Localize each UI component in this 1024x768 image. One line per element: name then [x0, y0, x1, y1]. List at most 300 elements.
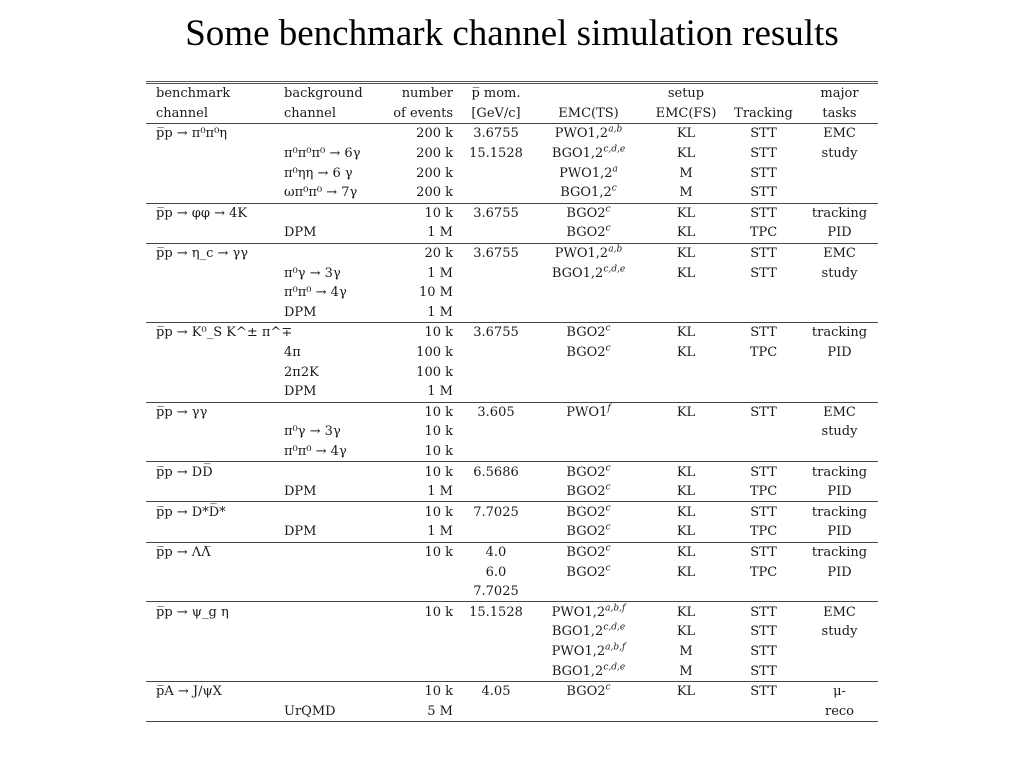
tracking-cell: STT — [750, 663, 777, 679]
background-channel-cell — [276, 681, 386, 701]
emc-ts-cell — [531, 422, 646, 442]
table-row — [146, 442, 878, 462]
events-cell: 100 k — [416, 364, 453, 380]
emc-ts-cell: PWO1$^f$ — [531, 402, 646, 422]
emc-ts-cell: BGO2$^c$ — [566, 343, 611, 361]
emc-ts-cell: PWO1,2$^{a,b,f}$ — [551, 642, 626, 659]
benchmark-channel-cell: p̅p → ΛΛ̅ — [146, 542, 276, 562]
events-cell: 1 M — [427, 225, 453, 241]
tasks-cell: PID — [827, 345, 852, 361]
table-row — [146, 203, 878, 223]
footnote-superscript: c — [605, 482, 611, 493]
table-row-group — [146, 203, 878, 243]
momentum-cell: 4.0 — [461, 542, 531, 562]
emc-ts-cell: BGO2$^c$ — [566, 523, 611, 540]
footnote-superscript: f — [607, 403, 611, 414]
table-row — [146, 462, 878, 482]
table-row — [146, 562, 878, 582]
momentum-cell — [461, 163, 531, 183]
background-channel-cell: 2π2K — [284, 364, 319, 380]
table-row-group — [146, 402, 878, 462]
tracking-cell: TPC — [749, 524, 778, 540]
emc-fs-cell: KL — [646, 542, 726, 562]
footnote-superscript: c — [605, 324, 611, 335]
momentum-cell — [461, 422, 531, 442]
header-cell: EMC(TS) — [558, 105, 619, 121]
header-cell: Tracking — [734, 105, 793, 121]
tasks-cell — [801, 442, 878, 462]
table-row-group — [146, 542, 878, 602]
benchmark-channel-cell — [146, 442, 276, 462]
table-row-group — [146, 323, 878, 402]
footnote-superscript: c,d,e — [603, 662, 626, 673]
emc-ts-cell: BGO2$^c$ — [531, 203, 646, 223]
momentum-cell: 3.6755 — [461, 323, 531, 343]
emc-fs-cell: KL — [676, 265, 696, 281]
momentum-cell — [461, 283, 531, 303]
benchmark-channel-cell — [146, 223, 276, 243]
background-channel-cell — [276, 124, 386, 144]
background-channel-cell — [276, 562, 386, 582]
footnote-superscript: c,d,e — [603, 144, 626, 155]
table-row-group — [146, 243, 878, 322]
table-row — [146, 482, 878, 502]
emc-ts-cell: BGO2$^c$ — [566, 563, 611, 580]
momentum-cell — [461, 382, 531, 402]
benchmark-channel-cell — [146, 362, 276, 382]
emc-ts-cell — [531, 382, 646, 402]
emc-fs-cell: M — [679, 185, 693, 201]
emc-fs-cell: M — [679, 663, 693, 679]
events-cell: 10 k — [386, 542, 461, 562]
background-channel-cell — [276, 203, 386, 223]
emc-ts-cell: BGO2$^c$ — [531, 323, 646, 343]
emc-fs-cell: KL — [646, 602, 726, 622]
tasks-cell: PID — [827, 564, 852, 580]
table-row — [146, 382, 878, 402]
tasks-cell — [801, 382, 878, 402]
tracking-cell: STT — [726, 502, 801, 522]
benchmark-channel-cell — [146, 303, 276, 323]
tracking-cell: STT — [750, 624, 777, 640]
tracking-cell: STT — [750, 643, 777, 659]
events-cell — [386, 642, 461, 662]
header-cell: p̅ mom. — [461, 83, 531, 104]
emc-ts-cell — [531, 283, 646, 303]
background-channel-cell — [276, 602, 386, 622]
events-cell: 1 M — [427, 265, 453, 281]
footnote-superscript: c,d,e — [603, 264, 626, 275]
footnote-superscript: c — [605, 523, 611, 534]
table-row — [146, 303, 878, 323]
background-channel-cell: π⁰γ → 3γ — [284, 265, 341, 281]
events-cell: 10 k — [424, 424, 453, 440]
events-cell: 1 M — [427, 384, 453, 400]
emc-ts-cell: BGO1,2$^{c,d,e}$ — [551, 144, 626, 162]
background-channel-cell — [276, 323, 386, 343]
events-cell: 10 k — [386, 402, 461, 422]
benchmark-channel-cell — [146, 522, 276, 542]
background-channel-cell: UrQMD — [276, 701, 386, 721]
benchmark-channel-cell: p̅p → γγ — [146, 402, 276, 422]
events-cell: 10 k — [386, 502, 461, 522]
tasks-cell — [801, 163, 878, 183]
events-cell: 1 M — [427, 484, 453, 500]
tracking-cell: STT — [726, 203, 801, 223]
momentum-cell — [461, 362, 531, 382]
background-channel-cell — [276, 502, 386, 522]
emc-fs-cell: M — [679, 165, 693, 181]
events-cell: 10 k — [386, 462, 461, 482]
background-channel-cell: π⁰γ → 3γ — [284, 424, 341, 440]
table-row — [146, 144, 878, 164]
background-channel-cell — [276, 243, 386, 263]
tracking-cell: STT — [726, 243, 801, 263]
header-row-1 — [146, 83, 878, 104]
tasks-cell — [801, 362, 878, 382]
footnote-superscript: c — [605, 682, 611, 693]
header-cell: of events — [393, 105, 453, 121]
events-cell: 200 k — [416, 165, 453, 181]
benchmark-channel-cell: p̅p → DD̅ — [146, 462, 276, 482]
benchmark-channel-cell — [146, 482, 276, 502]
benchmark-channel-cell: p̅p → η_c → γγ — [146, 243, 276, 263]
tasks-cell: EMC — [801, 243, 878, 263]
momentum-cell — [461, 183, 531, 203]
tasks-cell: tracking — [801, 542, 878, 562]
events-cell: 10 k — [386, 203, 461, 223]
emc-ts-cell: BGO1,2$^{c,d,e}$ — [551, 662, 626, 679]
benchmark-channel-cell — [146, 562, 276, 582]
benchmark-channel-cell: p̅p → K⁰_S K^± π^∓ — [146, 323, 276, 343]
emc-ts-cell: BGO2$^c$ — [566, 224, 611, 241]
table-row — [146, 661, 878, 681]
emc-fs-cell — [646, 362, 726, 382]
footnote-superscript: c — [605, 563, 611, 574]
events-cell — [386, 562, 461, 582]
header-cell: channel — [156, 105, 208, 121]
tracking-cell: STT — [750, 146, 777, 162]
table-row-group — [146, 124, 878, 203]
momentum-cell — [461, 661, 531, 681]
benchmark-channel-cell: p̅p → ψ_g η — [146, 602, 276, 622]
background-channel-cell: DPM — [284, 304, 317, 320]
background-channel-cell — [276, 402, 386, 422]
tracking-cell: STT — [750, 185, 777, 201]
background-channel-cell: DPM — [284, 524, 317, 540]
footnote-superscript: c — [605, 224, 611, 235]
tracking-cell — [726, 362, 801, 382]
events-cell: 10 k — [386, 602, 461, 622]
emc-fs-cell: KL — [676, 624, 696, 640]
tasks-cell: reco — [801, 701, 878, 721]
momentum-cell: 6.0 — [485, 564, 507, 580]
table-row — [146, 183, 878, 203]
emc-ts-cell — [531, 442, 646, 462]
tasks-cell: EMC — [801, 124, 878, 144]
tracking-cell — [726, 422, 801, 442]
header-cell: EMC(FS) — [655, 105, 717, 121]
tasks-cell: EMC — [801, 602, 878, 622]
benchmark-channel-cell — [146, 422, 276, 442]
footnote-superscript: a,b,f — [605, 603, 626, 614]
tasks-cell: study — [821, 624, 858, 640]
table-row-group — [146, 681, 878, 721]
emc-fs-cell: KL — [676, 225, 696, 241]
events-cell: 10 k — [386, 681, 461, 701]
benchmark-channel-cell — [146, 183, 276, 203]
header-cell: tasks — [822, 105, 857, 121]
background-channel-cell: π⁰ηη → 6 γ — [284, 165, 353, 181]
tracking-cell — [726, 303, 801, 323]
background-channel-cell — [276, 622, 386, 642]
events-cell: 100 k — [416, 345, 453, 361]
tasks-cell: study — [821, 146, 858, 162]
slide-title: Some benchmark channel simulation results — [185, 13, 839, 54]
table-row-group — [146, 462, 878, 502]
events-cell: 1 M — [427, 524, 453, 540]
table-row-group — [146, 602, 878, 681]
momentum-cell: 7.7025 — [461, 502, 531, 522]
header-cell: number — [386, 83, 461, 104]
momentum-cell: 4.05 — [461, 681, 531, 701]
header-cell: setup — [646, 83, 726, 104]
benchmark-channel-cell — [146, 163, 276, 183]
emc-ts-cell: PWO1,2$^{a,b,f}$ — [531, 602, 646, 622]
emc-fs-cell: KL — [646, 124, 726, 144]
emc-ts-cell: BGO1,2$^{c,d,e}$ — [551, 264, 626, 281]
tracking-cell: STT — [726, 681, 801, 701]
events-cell: 1 M — [427, 304, 453, 320]
emc-fs-cell: M — [679, 643, 693, 659]
background-channel-cell — [276, 582, 386, 602]
emc-ts-cell — [531, 701, 646, 721]
tasks-cell: PID — [827, 225, 852, 241]
events-cell: 5 M — [386, 701, 461, 721]
tasks-cell — [801, 303, 878, 323]
background-channel-cell: π⁰π⁰π⁰ → 6γ — [284, 146, 361, 162]
momentum-cell — [461, 223, 531, 243]
tasks-cell: tracking — [801, 203, 878, 223]
emc-fs-cell — [646, 382, 726, 402]
background-channel-cell — [276, 462, 386, 482]
benchmark-table-container — [146, 81, 878, 722]
momentum-cell — [461, 701, 531, 721]
table-row — [146, 522, 878, 542]
table-row — [146, 343, 878, 363]
table-row — [146, 701, 878, 721]
emc-fs-cell — [646, 701, 726, 721]
background-channel-cell: DPM — [284, 384, 317, 400]
table-row — [146, 602, 878, 622]
tracking-cell: TPC — [749, 345, 778, 361]
emc-fs-cell — [646, 582, 726, 602]
benchmark-channel-cell: p̅A → J/ψX — [146, 681, 276, 701]
emc-fs-cell: KL — [676, 146, 696, 162]
momentum-cell — [461, 303, 531, 323]
tracking-cell — [726, 701, 801, 721]
benchmark-channel-cell: p̅p → π⁰π⁰η — [146, 124, 276, 144]
tasks-cell: tracking — [801, 462, 878, 482]
tasks-cell — [801, 642, 878, 662]
tasks-cell: study — [821, 265, 858, 281]
tracking-cell: STT — [726, 323, 801, 343]
momentum-cell — [461, 482, 531, 502]
emc-ts-cell — [531, 582, 646, 602]
header-cell: benchmark — [146, 83, 276, 104]
emc-ts-cell: PWO1,2$^{a,b}$ — [531, 243, 646, 263]
table-row — [146, 323, 878, 343]
background-channel-cell — [276, 642, 386, 662]
tasks-cell — [801, 283, 878, 303]
emc-ts-cell: BGO2$^c$ — [566, 482, 611, 500]
emc-ts-cell: BGO2$^c$ — [531, 462, 646, 482]
benchmark-channel-cell — [146, 382, 276, 402]
tracking-cell — [726, 382, 801, 402]
momentum-cell: 3.6755 — [461, 243, 531, 263]
table-header — [146, 83, 878, 124]
background-channel-cell: π⁰π⁰ → 4γ — [284, 443, 347, 459]
momentum-cell — [461, 642, 531, 662]
footnote-superscript: c — [605, 463, 611, 474]
background-channel-cell: DPM — [284, 225, 317, 241]
benchmark-channel-cell — [146, 642, 276, 662]
background-channel-cell: π⁰π⁰ → 4γ — [284, 285, 347, 301]
emc-fs-cell: KL — [646, 502, 726, 522]
table-row — [146, 681, 878, 701]
tasks-cell — [801, 183, 878, 203]
tracking-cell: STT — [750, 165, 777, 181]
tasks-cell: μ- — [801, 681, 878, 701]
momentum-cell: 3.6755 — [461, 203, 531, 223]
background-channel-cell: ωπ⁰π⁰ → 7γ — [284, 185, 358, 201]
footnote-superscript: c — [605, 204, 611, 215]
tracking-cell: STT — [750, 265, 777, 281]
benchmark-channel-cell — [146, 343, 276, 363]
benchmark-channel-cell — [146, 263, 276, 283]
benchmark-channel-cell — [146, 283, 276, 303]
momentum-cell: 7.7025 — [473, 584, 519, 600]
emc-fs-cell — [646, 303, 726, 323]
emc-fs-cell: KL — [676, 524, 696, 540]
benchmark-channel-cell — [146, 144, 276, 164]
emc-fs-cell: KL — [646, 462, 726, 482]
benchmark-channel-cell: p̅p → φφ → 4K — [146, 203, 276, 223]
tracking-cell — [726, 442, 801, 462]
tasks-cell: study — [821, 424, 858, 440]
momentum-cell — [461, 442, 531, 462]
tasks-cell — [801, 582, 878, 602]
emc-fs-cell: KL — [646, 681, 726, 701]
emc-fs-cell: KL — [646, 323, 726, 343]
tracking-cell: TPC — [749, 564, 778, 580]
header-cell: [GeV/c] — [471, 105, 521, 121]
momentum-cell — [461, 263, 531, 283]
background-channel-cell — [276, 661, 386, 681]
emc-ts-cell — [531, 303, 646, 323]
table-row — [146, 542, 878, 562]
benchmark-channel-cell — [146, 701, 276, 721]
tasks-cell: tracking — [801, 323, 878, 343]
emc-fs-cell — [646, 422, 726, 442]
tasks-cell: EMC — [801, 402, 878, 422]
momentum-cell: 3.6755 — [461, 124, 531, 144]
benchmark-channel-cell — [146, 661, 276, 681]
footnote-superscript: c — [605, 543, 611, 554]
momentum-cell: 6.5686 — [461, 462, 531, 482]
benchmark-table — [146, 81, 878, 722]
tasks-cell: PID — [827, 524, 852, 540]
emc-fs-cell: KL — [676, 484, 696, 500]
footnote-superscript: a,b — [608, 244, 623, 255]
tracking-cell — [726, 582, 801, 602]
tracking-cell: STT — [726, 542, 801, 562]
header-cell: major — [801, 83, 878, 104]
tracking-cell: STT — [726, 124, 801, 144]
momentum-cell — [461, 622, 531, 642]
table-row — [146, 263, 878, 283]
footnote-superscript: a — [612, 164, 618, 175]
table-row — [146, 124, 878, 144]
emc-fs-cell: KL — [646, 203, 726, 223]
emc-ts-cell: BGO2$^c$ — [531, 681, 646, 701]
footnote-superscript: c,d,e — [603, 623, 626, 633]
emc-fs-cell: KL — [676, 345, 696, 361]
benchmark-channel-cell — [146, 622, 276, 642]
emc-fs-cell — [646, 442, 726, 462]
emc-ts-cell: BGO1,2$^{c,d,e}$ — [551, 623, 626, 640]
events-cell — [386, 622, 461, 642]
emc-ts-cell: PWO1,2$^a$ — [559, 164, 618, 181]
tasks-cell: tracking — [801, 502, 878, 522]
header-cell — [531, 83, 646, 104]
momentum-cell — [461, 343, 531, 363]
header-row-2 — [146, 104, 878, 124]
emc-fs-cell: KL — [676, 564, 696, 580]
table-row — [146, 223, 878, 243]
emc-ts-cell: BGO1,2$^c$ — [560, 183, 617, 201]
benchmark-channel-cell: p̅p → D*D̅* — [146, 502, 276, 522]
footnote-superscript: a,b,f — [605, 642, 626, 653]
tasks-cell: PID — [827, 484, 852, 500]
momentum-cell — [461, 522, 531, 542]
momentum-cell: 3.605 — [461, 402, 531, 422]
footnote-superscript: c — [605, 503, 611, 514]
benchmark-channel-cell — [146, 582, 276, 602]
table-row — [146, 283, 878, 303]
footnote-superscript: c — [611, 183, 617, 194]
emc-ts-cell: BGO2$^c$ — [531, 542, 646, 562]
events-cell — [386, 582, 461, 602]
header-cell: channel — [284, 105, 336, 121]
events-cell: 20 k — [386, 243, 461, 263]
table-row — [146, 402, 878, 422]
tracking-cell — [726, 283, 801, 303]
table-row — [146, 163, 878, 183]
events-cell — [386, 661, 461, 681]
header-cell — [726, 83, 801, 104]
tracking-cell: STT — [726, 402, 801, 422]
emc-ts-cell — [531, 362, 646, 382]
background-channel-cell: DPM — [284, 484, 317, 500]
background-channel-cell — [276, 542, 386, 562]
tracking-cell: STT — [726, 602, 801, 622]
events-cell: 200 k — [416, 146, 453, 162]
momentum-cell: 15.1528 — [469, 146, 523, 162]
momentum-cell: 15.1528 — [461, 602, 531, 622]
tracking-cell: TPC — [749, 225, 778, 241]
footnote-superscript: c — [605, 343, 611, 354]
